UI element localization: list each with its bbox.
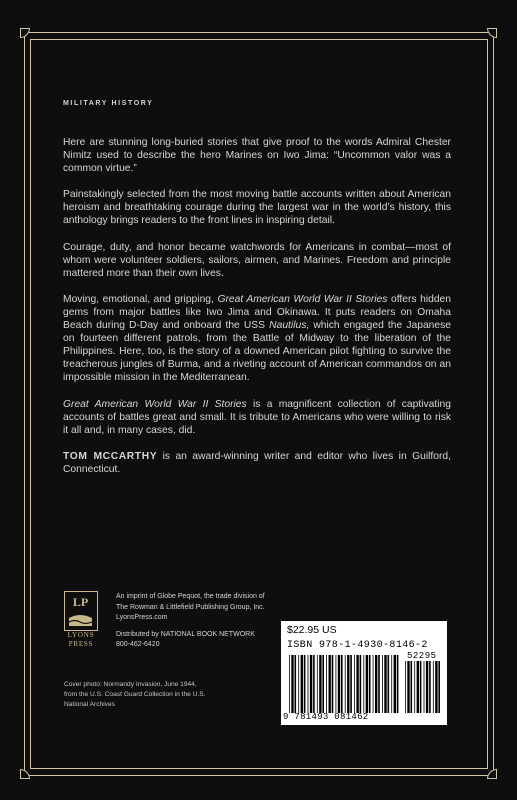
barcode-bar [356,655,358,713]
barcode-bar [424,661,425,713]
barcode-bar [338,655,340,713]
barcode-bar [363,655,364,713]
cover-credit-line-1: Cover photo: Normandy Invasion, June 1944, [64,681,197,688]
barcode-bar [295,655,297,713]
ean-digits: 9 781493 081462 [283,712,369,722]
imprint-line-1: An imprint of Globe Pequot, the trade division of [116,593,265,600]
barcode-bar [394,655,396,713]
logo-emblem [64,591,98,631]
barcode-bar [354,655,355,713]
distributor-phone: 800-462-6420 [116,641,160,648]
barcode-bar [433,661,434,713]
paragraph-1: Here are stunning long-buried stories that give proof to the words Admiral Chester Nimitz used to describe the hero Marines on Iwo Jima: “Uncommon valor was a common virtue.” [63,137,451,175]
author-name: TOM MCCARTHY [63,450,158,462]
price-addon-digits: 52295 [407,651,437,661]
imprint-info [116,592,286,651]
barcode-bar [375,655,377,713]
barcode-bar [391,655,392,713]
barcode-bar [417,661,419,713]
barcode-bar [301,655,303,713]
barcode-bar [298,655,299,713]
barcode-bar [411,661,413,713]
barcode-bar [366,655,368,713]
barcode-bar [313,655,315,713]
lighthouse-icon [65,592,96,629]
book-title-italic: Great American World War II Stories [217,293,388,305]
lyons-press-logo [64,591,98,663]
barcode-panel [281,621,447,725]
barcode-bar [332,655,334,713]
barcode-bar [341,655,343,713]
barcode-bar [378,655,380,713]
barcode-bar [397,655,399,713]
barcode-bar [388,655,390,713]
paragraph-5 [63,398,451,437]
barcode-bar [310,655,312,713]
barcode-bar [426,661,428,713]
barcode-bar [384,655,386,713]
paragraph-5-text: is a magnificent collection of captivating accounts of battles great and small. It is tribute to Americans who were willing to risk it all and, in many cases, did. [63,398,451,436]
barcode-bar [373,655,374,713]
paragraph-4-text-a: Moving, emotional, and gripping, [63,293,218,305]
barcode-bar [326,655,327,713]
author-bio [63,450,451,476]
barcode-bar [336,655,337,713]
addon-barcode-icon [405,661,441,713]
imprint-website: LyonsPress.com [116,614,168,621]
book-title-italic-2: Great American World War II Stories [63,398,247,410]
paragraph-4-text-b: offers hidden gems from major battles like Iwo Jima and Okinawa. It puts readers on Omaha Beach during D-Day and onboard the USS [63,293,452,332]
cover-credit-line-2: from the U.S. Coast Guard Collection in the U.S. [64,691,206,698]
barcode-bar [407,661,409,713]
ship-name-italic: Nautilus, [269,320,310,332]
barcode-bar [420,661,422,713]
barcode-bar [405,661,406,713]
barcode-bars-icon [289,655,399,713]
author-bio-text: is an award-winning writer and editor who lives in Guilford, Connecticut. [63,450,452,475]
barcode-bar [350,655,352,713]
barcode-bar [360,655,362,713]
barcode-bar [435,661,437,713]
barcode-bar [345,655,346,713]
paragraph-3: Courage, duty, and honor became watchwords for Americans in combat—most of whom were volunteer soldiers, sailors, airmen, and Marines. Freedom and principle mattered more than their own lives. [63,241,451,279]
price-label: $22.95 US [287,624,337,636]
logo-wordmark [64,631,98,649]
isbn-label: ISBN 978-1-4930-8146-2 [287,640,428,651]
paragraph-4-text-c: which engaged the Japanese on fourteen different patrols, from the Battle of Midway to the liberation of the Philippines. Here, too, is the story of a downed American pilot fighting to survive the treacherous jungles of Burma, and a riveting account of American commandos on an impossible mission in the Mediterranean. [63,320,451,384]
barcode-bar [369,655,371,713]
barcode-bar [319,655,321,713]
distributor-line: Distributed by NATIONAL BOOK NETWORK [116,630,255,638]
barcode-bar [304,655,306,713]
barcode-bar [347,655,349,713]
barcode-bar [291,655,293,713]
barcode-bar [329,655,331,713]
logo-line-1: LYONS [67,631,95,639]
back-cover-copy [63,136,451,489]
cover-credit-line-3: National Archives [64,701,115,708]
barcode-bar [429,661,431,713]
barcode-bar [414,661,415,713]
logo-line-2: PRESS [68,640,94,648]
category-label: MILITARY HISTORY [63,100,154,107]
imprint-line-2: The Rowman & Littlefield Publishing Group, Inc. [116,603,265,611]
cover-photo-credit [64,680,274,710]
barcode-bar [438,661,440,713]
logo-mark-text: LP [72,595,89,609]
paragraph-4 [63,293,451,385]
barcode-bar [308,655,309,713]
paragraph-2: Painstakingly selected from the most moving battle accounts written about American heroism and breathtaking courage during the largest war in the world’s history, this anthology brings readers to the front lines in inspiring detail. [63,189,451,227]
barcode-bar [382,655,383,713]
barcode-bar [317,655,318,713]
barcode-bar [289,655,290,713]
barcode-bar [322,655,324,713]
